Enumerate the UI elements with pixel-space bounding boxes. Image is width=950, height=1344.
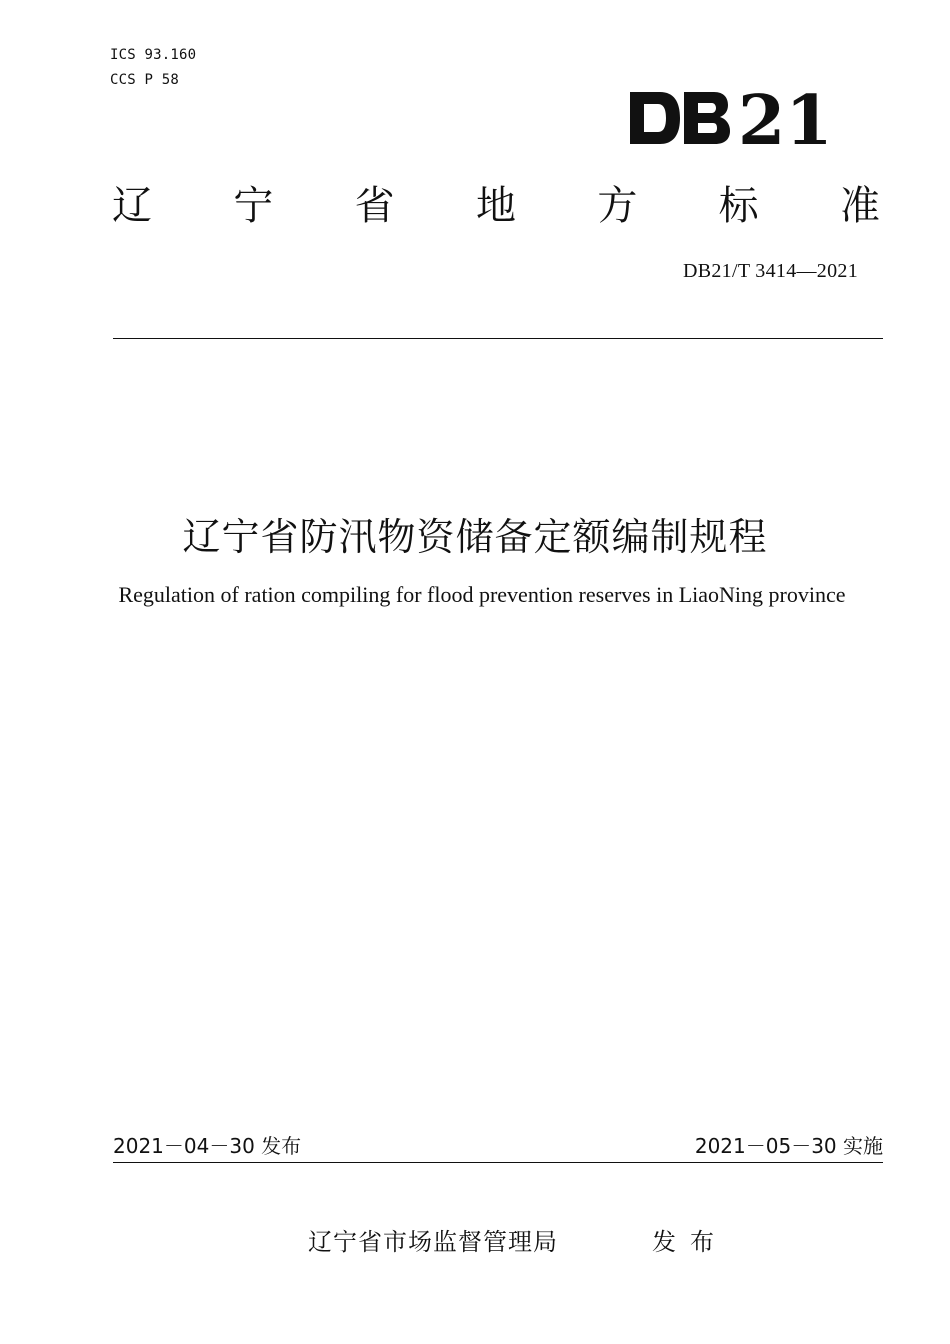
implementation-date: 2021－05－30 实施 xyxy=(694,1134,883,1158)
standard-type-char: 准 xyxy=(839,183,880,229)
bottom-divider xyxy=(113,1162,883,1163)
standard-type-char: 省 xyxy=(354,183,395,229)
publish-label: 发布 xyxy=(652,1228,728,1256)
publisher-name: 辽宁省市场监督管理局 xyxy=(308,1228,558,1256)
ics-code: ICS 93.160 xyxy=(110,47,197,63)
standard-type-char: 辽 xyxy=(112,183,152,229)
top-divider xyxy=(113,338,883,339)
standard-number: DB21/T 3414—2021 xyxy=(683,260,858,282)
issue-date: 2021－04－30 发布 xyxy=(113,1134,302,1158)
standard-type-char: 标 xyxy=(718,183,759,229)
standard-type-heading xyxy=(112,180,880,232)
standard-type-char: 宁 xyxy=(233,183,274,229)
document-title-english: Regulation of ration compiling for flood prevention reserves in LiaoNing province xyxy=(118,582,846,607)
svg-text:21: 21 xyxy=(738,84,833,154)
standard-type-char: 地 xyxy=(475,183,516,229)
db21-logo xyxy=(628,84,838,154)
standard-type-char: 方 xyxy=(597,183,638,229)
document-title-chinese: 辽宁省防汛物资储备定额编制规程 xyxy=(182,515,768,559)
ccs-code: CCS P 58 xyxy=(110,72,180,88)
